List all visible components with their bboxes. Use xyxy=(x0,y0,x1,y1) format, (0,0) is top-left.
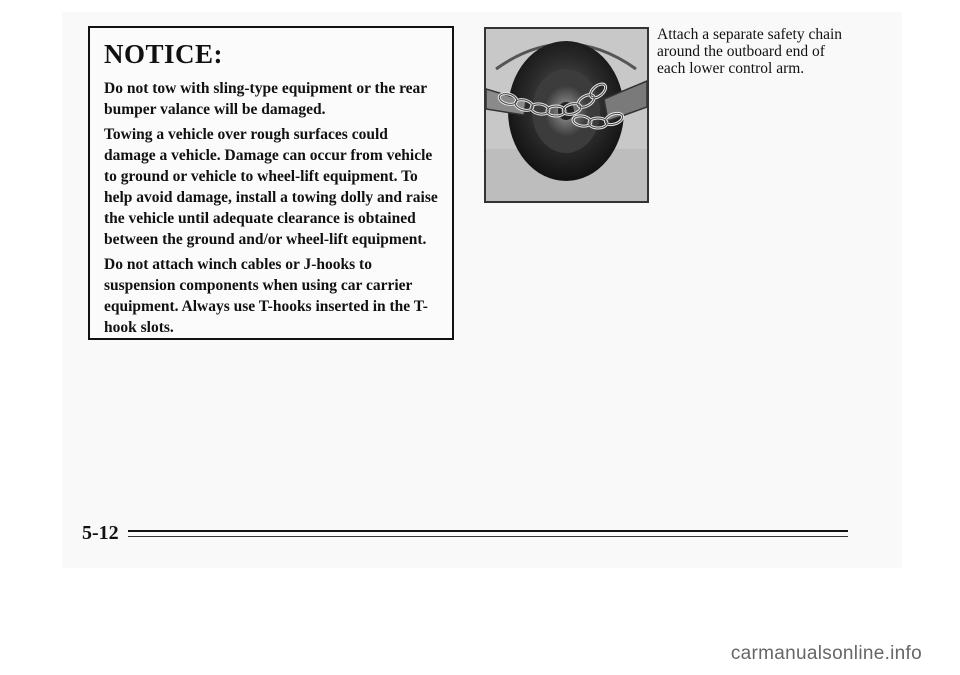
notice-title: NOTICE: xyxy=(104,39,224,69)
notice-paragraph: Do not tow with sling-type equipment or the rear bumper valance will be damaged. xyxy=(104,79,427,118)
illustration-caption: Attach a separate safety chain around the outboard end of each lower control arm. xyxy=(657,26,843,77)
notice-paragraph: Do not attach winch cables or J-hooks to suspension components when using car carrier equipment. Always use T-hooks inserted in the T-hook slots. xyxy=(104,255,428,336)
footer-rule-thin xyxy=(128,536,848,537)
safety-chain-control-arm-icon xyxy=(486,29,647,201)
footer-rule xyxy=(128,530,848,532)
safety-chain-illustration xyxy=(484,27,649,203)
page-number: 5-12 xyxy=(82,522,119,544)
notice-paragraph: Towing a vehicle over rough surfaces could damage a vehicle. Damage can occur from vehicle to ground or vehicle to wheel-lift equipment. To help avoid damage, install a towing dolly and raise the vehicle until adequate clearance is obtained between the ground and/or wheel-lift equipment. xyxy=(104,125,438,248)
watermark[interactable] xyxy=(0,643,960,665)
watermark-text[interactable]: carmanualsonline.info xyxy=(730,643,922,664)
notice-box xyxy=(88,26,454,340)
